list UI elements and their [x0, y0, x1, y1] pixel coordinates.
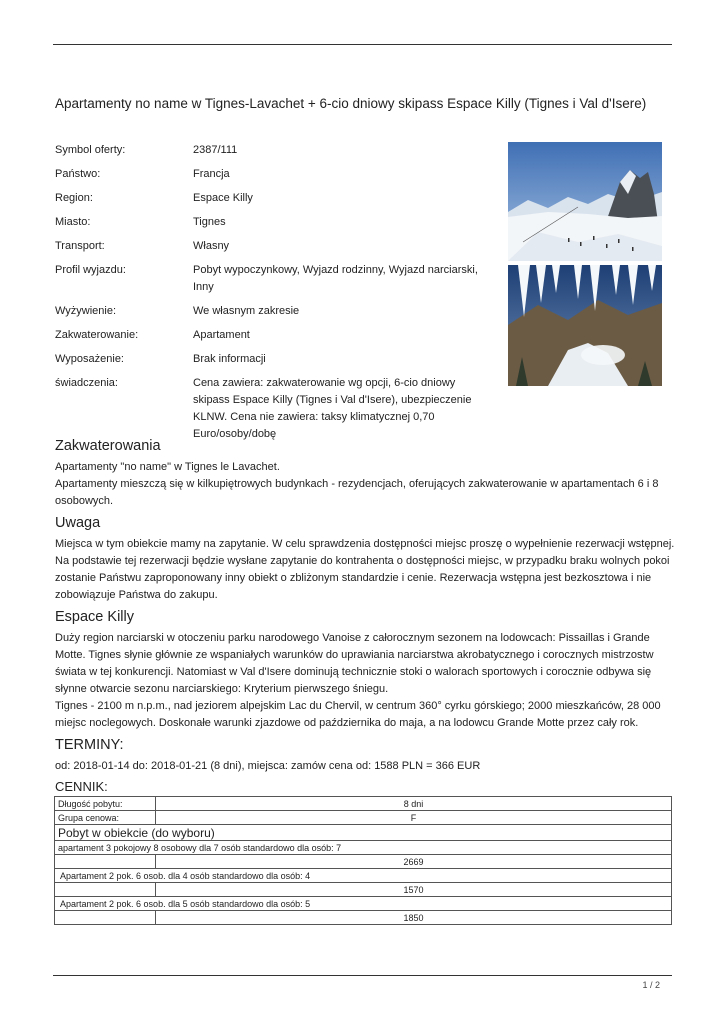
table-row: [55, 855, 672, 869]
paragraph: Duży region narciarski w otoczeniu parku narodowego Vanoise z całorocznym sezonem na lodowcach: Pissaillas i Grande Motte. Tignes słynie głównie ze wspaniałych warunków do uprawiania narciarstwa akrobatycznego i corocznych mistrzostw świata w tej konkurencji. Natomiast w Val d'Isere dominują technicznie stoki o walorach sportowych i corocznie odbywa się słynne otwarcie sezonu narciarskiego: Kryterium pierwszego śniegu.: [55, 632, 654, 695]
detail-row: [55, 190, 495, 207]
table-cell: 8 dni: [156, 797, 672, 811]
detail-row: [55, 142, 495, 159]
section-heading: Zakwaterowania: [55, 438, 161, 454]
table-row: [55, 869, 672, 883]
detail-label: Region:: [55, 192, 93, 204]
detail-row: [55, 214, 495, 231]
detail-value: Tignes: [193, 216, 226, 228]
cennik-heading: CENNIK:: [55, 779, 108, 794]
paragraph: Apartamenty "no name" w Tignes le Lavachet.: [55, 461, 280, 473]
detail-label: Transport:: [55, 240, 105, 252]
detail-value: Espace Killy: [193, 192, 253, 204]
detail-row: [55, 375, 495, 443]
section-uwaga: [55, 513, 675, 604]
table-cell: [55, 855, 156, 869]
paragraph: Apartamenty mieszczą się w kilkupiętrowych budynkach - rezydencjach, oferujących zakwaterowanie w apartamentach 6 i 8 osobowych.: [55, 478, 659, 507]
detail-value: Własny: [193, 240, 230, 252]
table-cell: Długość pobytu:: [55, 797, 156, 811]
bottom-rule: [53, 975, 672, 976]
table-row: [55, 883, 672, 897]
paragraph: Miejsca w tym obiekcie mamy na zapytanie. W celu sprawdzenia dostępności miejsc proszę o wypełnienie rezerwacji wstępnej. Na podstawie tej rezerwacji będzie wysłane zapytanie do kontrahenta o dostępności miejsc, w przypadku braku wolnych pokoi zostanie Państwu zaproponowany inny obiekt o zbliżonym standardzie i cenie. Rezerwacja wstępna jest bezkosztowa i nie zobowiązuje Państwa do zakupu.: [55, 538, 675, 601]
option-price: 1570: [156, 883, 672, 897]
table-row: [55, 797, 672, 811]
detail-value: 2387/111: [193, 144, 238, 156]
table-row: [55, 841, 672, 855]
detail-row: [55, 327, 495, 344]
ski-slope-photo: [508, 142, 662, 261]
content-body: [55, 436, 675, 796]
table-cell: Grupa cenowa:: [55, 811, 156, 825]
detail-row: [55, 166, 495, 183]
offer-title: Apartamenty no name w Tignes-Lavachet + 6-cio dniowy skipass Espace Killy (Tignes i Val d'Isere): [55, 96, 647, 111]
detail-label: Symbol oferty:: [55, 144, 126, 156]
detail-label: Państwo:: [55, 168, 101, 180]
table-row: [55, 825, 672, 841]
price-table: [54, 796, 672, 925]
detail-label: Profil wyjazdu:: [55, 264, 126, 276]
option-name: Apartament 2 pok. 6 osob. dla 4 osób standardowo dla osób: 4: [55, 869, 672, 883]
detail-row: [55, 303, 495, 320]
detail-label: Wyżywienie:: [55, 305, 117, 317]
section-heading: Espace Killy: [55, 609, 134, 625]
table-cell: [55, 883, 156, 897]
icicles-photo: [508, 265, 662, 386]
detail-label: świadczenia:: [55, 377, 118, 389]
offer-details: [55, 142, 495, 450]
detail-value: Francja: [193, 168, 230, 180]
section-zakwaterowania: [55, 436, 675, 510]
option-price: 1850: [156, 911, 672, 925]
paragraph: od: 2018-01-14 do: 2018-01-21 (8 dni), miejsca: zamów cena od: 1588 PLN = 366 EUR: [55, 760, 481, 772]
section-heading: TERMINY:: [55, 737, 124, 753]
detail-label: Miasto:: [55, 216, 91, 228]
table-cell: [55, 911, 156, 925]
detail-label: Zakwaterowanie:: [55, 329, 139, 341]
option-name: apartament 3 pokojowy 8 osobowy dla 7 osób standardowo dla osób: 7: [55, 841, 672, 855]
table-row: [55, 911, 672, 925]
section-espace-killy: [55, 607, 675, 732]
detail-row: [55, 262, 495, 296]
detail-value: Brak informacji: [193, 353, 266, 365]
table-group-heading: Pobyt w obiekcie (do wyboru): [55, 825, 672, 841]
detail-row: [55, 238, 495, 255]
table-row: [55, 897, 672, 911]
section-heading: Uwaga: [55, 515, 101, 531]
detail-value: Cena zawiera: zakwaterowanie wg opcji, 6-cio dniowy skipass Espace Killy (Tignes i Val d'Isere), ubezpieczenie KLNW. Cena nie zawiera: taksy klimatycznej 0,70 Euro/osoby/dobę: [193, 377, 472, 440]
table-row: [55, 811, 672, 825]
detail-label: Wyposażenie:: [55, 353, 124, 365]
paragraph: Tignes - 2100 m n.p.m., nad jeziorem alpejskim Lac du Chervil, w centrum 360° cyrku górskiego; 2000 mieszkańców, 28 000 miejsc noclegowych. Doskonałe warunki zjazdowe od października do maja, a na lodowcu Grande Motte przez cały rok.: [55, 700, 661, 729]
option-name: Apartament 2 pok. 6 osob. dla 5 osób standardowo dla osób: 5: [55, 897, 672, 911]
detail-value: Pobyt wypoczynkowy, Wyjazd rodzinny, Wyjazd narciarski, Inny: [193, 264, 478, 293]
page-number: 1 / 2: [642, 980, 660, 990]
detail-row: [55, 351, 495, 368]
section-terminy: [55, 735, 675, 775]
table-cell: F: [156, 811, 672, 825]
option-price: 2669: [156, 855, 672, 869]
detail-value: Apartament: [193, 329, 250, 341]
top-rule: [53, 44, 672, 45]
detail-value: We własnym zakresie: [193, 305, 300, 317]
